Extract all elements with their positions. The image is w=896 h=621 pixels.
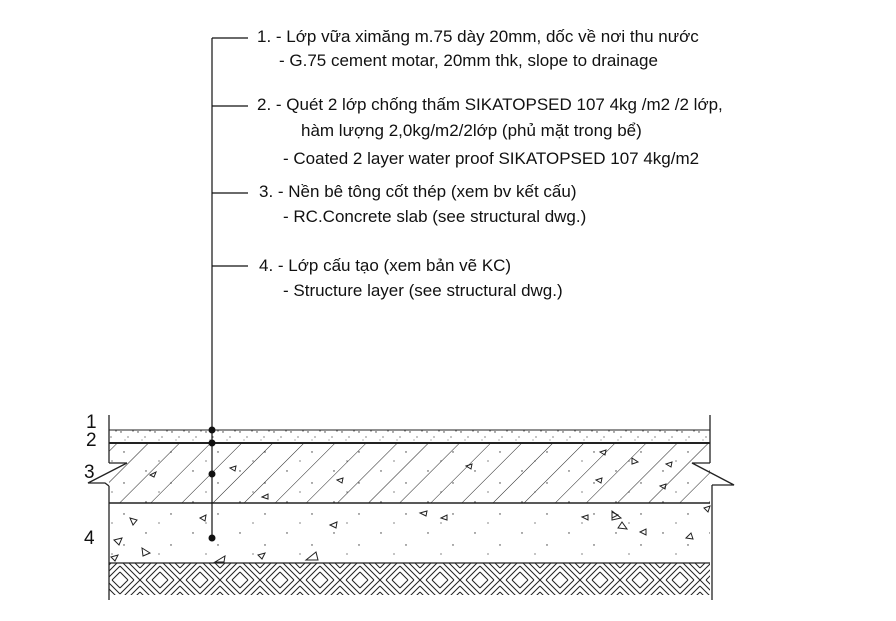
note-4-vn: 4. - Lớp cấu tạo (xem bản vẽ KC): [259, 256, 512, 275]
note-1-vn: 1. - Lớp vữa ximăng m.75 dày 20mm, dốc về nơi thu nước: [257, 27, 699, 46]
note-2-vn-cont: hàm lượng 2,0kg/m2/2lớp (phủ mặt trong bể): [301, 121, 642, 140]
layer-label-1: 1: [86, 412, 97, 433]
layer-label-2: 2: [86, 430, 97, 451]
note-4-en: - Structure layer (see structural dwg.): [283, 281, 563, 300]
note-3-vn: 3. - Nền bê tông cốt thép (xem bv kết cấu): [259, 182, 577, 201]
layer-label-3: 3: [84, 462, 95, 483]
layer-label-4: 4: [84, 528, 95, 549]
note-2-vn: 2. - Quét 2 lớp chống thấm SIKATOPSED 107 4kg /m2 /2 lớp,: [257, 95, 723, 114]
layer-structure: [109, 503, 710, 563]
layer-mortar: [109, 430, 710, 443]
note-3-en: - RC.Concrete slab (see structural dwg.): [283, 207, 587, 226]
note-1-en: - G.75 cement motar, 20mm thk, slope to drainage: [279, 51, 658, 70]
note-2-en: - Coated 2 layer water proof SIKATOPSED 107 4kg/m2: [283, 149, 700, 168]
layer-ground: [109, 563, 710, 595]
